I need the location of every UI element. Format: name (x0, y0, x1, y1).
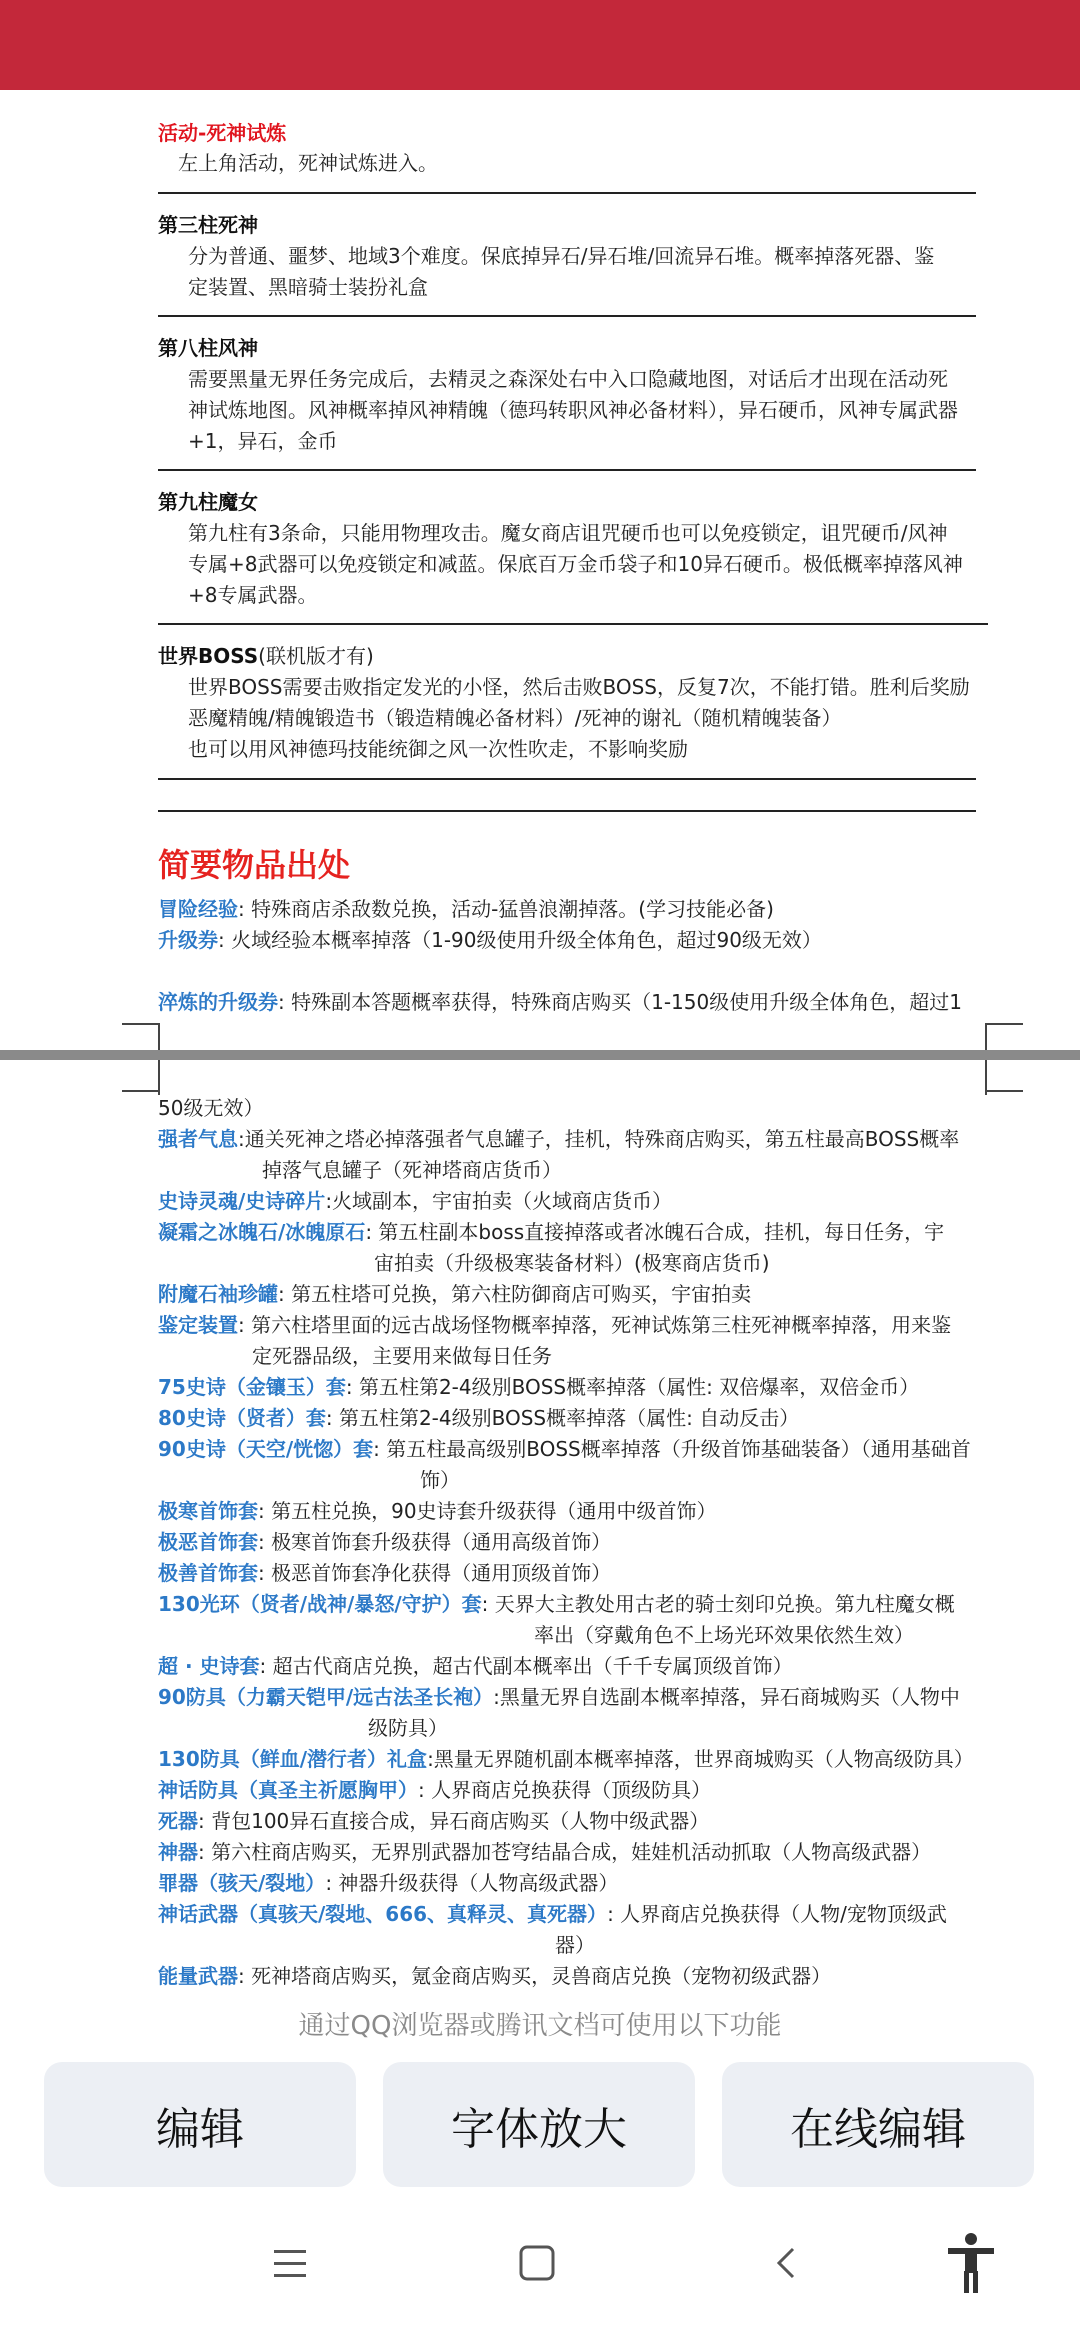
section-heading: 简要物品出处 (158, 846, 351, 884)
item-text: : 神器升级获得（人物高级武器） (325, 1871, 619, 1895)
section-text: 专属+8武器可以免疫锁定和减蓝。保底百万金币袋子和10异石硬币。极低概率掉落风神 (188, 552, 963, 576)
section-title-ninth: 第九柱魔女 (158, 490, 258, 514)
item-label: 80史诗（贤者）套 (158, 1406, 326, 1430)
section-text: 分为普通、噩梦、地域3个难度。保底掉异石/异石堆/回流异石堆。概率掉落死器、鉴 (188, 244, 935, 268)
section-text: 也可以用风神德玛技能统御之风一次性吹走，不影响奖励 (188, 737, 688, 761)
item-line (158, 1961, 831, 1992)
section-title-world-boss (158, 641, 374, 672)
item-line (158, 1372, 919, 1403)
item-text: : 第六柱商店购买，无界別武器加苍穹结晶合成，娃娃机活动抓取（人物高级武器） (198, 1840, 932, 1864)
item-text: : 特殊商店杀敌数兑换，活动-猛兽浪潮掉落。(学习技能必备) (238, 897, 774, 921)
item-label: 130防具（鲜血/潜行者）礼盒 (158, 1747, 428, 1771)
item-text: : 第五柱最高级别BOSS概率掉落（升级首饰基础装备）（通用基础首 (373, 1437, 971, 1461)
item-label: 75史诗（金镶玉）套 (158, 1375, 346, 1399)
item-label: 罪器（骇天/裂地） (158, 1871, 326, 1895)
section-text: 需要黑量无界任务完成后，去精灵之森深处右中入口隐藏地图，对话后才出现在活动死 (188, 367, 948, 391)
item-text-cont: 定死器品级，主要用来做每日任务 (252, 1344, 552, 1368)
section-title-event: 活动-死神试炼 (158, 121, 287, 145)
item-label: 凝霜之冰魄石/冰魄原石 (158, 1220, 366, 1244)
section-text: 第九柱有3条命，只能用物理攻击。魔女商店诅咒硬币也可以免疫锁定，诅咒硬币/风神 (188, 521, 948, 545)
section-text: 世界BOSS需要击败指定发光的小怪，然后击败BOSS，反复7次，不能打错。胜利后奖励 (188, 675, 970, 699)
item-text-cont: 率出（穿戴角色不上场光环效果依然生效） (534, 1623, 914, 1647)
item-label: 神话防具（真圣主祈愿胸甲） (158, 1778, 418, 1802)
item-text-cont: 掉落气息罐子（死神塔商店货币） (262, 1158, 562, 1182)
divider (158, 192, 976, 194)
item-text: : 第五柱副本boss直接掉落或者冰魄石合成，挂机，每日任务，宇 (365, 1220, 945, 1244)
item-label: 强者气息 (158, 1127, 238, 1151)
item-text: : 人界商店兑换获得（顶级防具） (418, 1778, 712, 1802)
document-page-1 (0, 90, 1080, 1055)
section-text: 神试炼地图。风神概率掉风神精魄（德玛转职风神必备材料），异石硬币，风神专属武器 (188, 398, 958, 422)
item-text: :火域副本，宇宙拍卖（火域商店货币） (325, 1189, 673, 1213)
item-label: 极寒首饰套 (158, 1499, 258, 1523)
item-line (158, 1589, 955, 1620)
item-label: 极恶首饰套 (158, 1530, 258, 1554)
item-line (158, 1899, 947, 1930)
item-text: : 第五柱兑换，90史诗套升级获得（通用中级首饰） (258, 1499, 717, 1523)
divider (158, 810, 976, 812)
item-text-cont: 器） (555, 1933, 595, 1957)
item-label: 极善首饰套 (158, 1561, 258, 1585)
item-line (158, 1434, 971, 1465)
feature-hint: 通过QQ浏览器或腾讯文档可使用以下功能 (298, 2011, 782, 2041)
item-label: 升级券 (158, 928, 218, 952)
item-text: : 超古代商店兑换，超古代副本概率出（千千专属顶级首饰） (259, 1654, 793, 1678)
item-line (158, 1744, 974, 1775)
divider (158, 623, 988, 625)
item-label: 史诗灵魂/史诗碎片 (158, 1189, 326, 1213)
item-text: : 背包100异石直接合成，异石商店购买（人物中级武器） (198, 1809, 710, 1833)
item-line (158, 1558, 611, 1589)
item-line (158, 1837, 931, 1868)
home-icon[interactable] (502, 2228, 572, 2298)
item-line (158, 1403, 799, 1434)
item-text-cont: 宙拍卖（升级极寒装备材料）(极寒商店货币) (374, 1251, 770, 1275)
item-text: :通关死神之塔必掉落强者气息罐子，挂机，特殊商店购买，第五柱最高BOSS概率 (238, 1127, 960, 1151)
item-label: 能量武器 (158, 1964, 238, 1988)
item-line (158, 987, 962, 1018)
item-label: 冒险经验 (158, 897, 238, 921)
item-line (158, 1868, 618, 1899)
section-text: +8专属武器。 (188, 583, 318, 607)
edit-button[interactable]: 编辑 (44, 2062, 356, 2187)
item-text: : 死神塔商店购买，氪金商店购买，灵兽商店兑换（宠物初级武器） (238, 1964, 832, 1988)
page-divider (0, 1050, 1080, 1060)
divider (158, 778, 976, 780)
item-line (158, 1806, 709, 1837)
item-line (158, 1651, 793, 1682)
item-line (158, 925, 822, 956)
item-text: : 人界商店兑换获得（人物/宠物顶级武 (607, 1902, 947, 1926)
item-text: : 极恶首饰套净化获得（通用顶级首饰） (258, 1561, 612, 1585)
menu-icon[interactable] (255, 2228, 325, 2298)
section-text: +1，异石，金币 (188, 429, 338, 453)
item-text: : 极寒首饰套升级获得（通用高级首饰） (258, 1530, 612, 1554)
section-title-third: 第三柱死神 (158, 213, 258, 237)
section-title-eighth: 第八柱风神 (158, 336, 258, 360)
item-label: 鉴定装置 (158, 1313, 238, 1337)
item-label: 90史诗（天空/恍惚）套 (158, 1437, 374, 1461)
item-line (158, 1496, 717, 1527)
item-line (158, 1527, 611, 1558)
continued-text: 50级无效） (158, 1096, 264, 1120)
item-line (158, 1310, 951, 1341)
item-text: :黑量无界随机副本概率掉落，世界商城购买（人物高级防具） (427, 1747, 974, 1771)
item-label: 死器 (158, 1809, 198, 1833)
item-text: : 第五柱第2-4级別BOSS概率掉落（属性: 双倍爆率，双倍金币） (345, 1375, 920, 1399)
divider (158, 469, 976, 471)
divider (158, 315, 976, 317)
back-icon[interactable] (752, 2228, 822, 2298)
item-line (158, 1124, 959, 1155)
item-label: 90防具（力霸天铠甲/远古法圣长袍） (158, 1685, 494, 1709)
section-text: 定装置、黑暗骑士装扮礼盒 (188, 275, 428, 299)
item-label: 神话武器（真骇天/裂地、666、真释灵、真死器） (158, 1902, 608, 1926)
online-edit-button[interactable]: 在线编辑 (722, 2062, 1034, 2187)
item-text: : 火域经验本概率掉落（1-90级使用升级全体角色，超过90级无效） (218, 928, 822, 952)
status-bar (0, 0, 1080, 90)
item-text: : 天界大主教处用古老的骑士刻印兑换。第九柱魔女概 (481, 1592, 955, 1616)
item-label: 130光环（贤者/战神/暴怒/守护）套 (158, 1592, 482, 1616)
item-label: 超 · 史诗套 (158, 1654, 260, 1678)
item-label: 淬炼的升级券 (158, 990, 278, 1014)
item-text: : 第六柱塔里面的远古战场怪物概率掉落，死神试炼第三柱死神概率掉落，用来鉴 (238, 1313, 952, 1337)
world-boss-suffix: (联机版才有) (258, 644, 374, 668)
item-text: : 第五柱第2-4级别BOSS概率掉落（属性: 自动反击） (325, 1406, 800, 1430)
font-enlarge-button[interactable]: 字体放大 (383, 2062, 695, 2187)
accessibility-icon[interactable] (936, 2228, 1006, 2298)
item-text: : 第五柱塔可兑换，第六柱防御商店可购买，宇宙拍卖 (278, 1282, 752, 1306)
item-text: : 特殊副本答题概率获得，特殊商店购买（1-150级使用升级全体角色，超过1 (278, 990, 962, 1014)
item-label: 附魔石袖珍罐 (158, 1282, 278, 1306)
section-text: 左上角活动，死神试炼进入。 (178, 151, 438, 175)
item-line (158, 1682, 960, 1713)
item-line (158, 1217, 944, 1248)
item-label: 神器 (158, 1840, 198, 1864)
section-text: 恶魔精魄/精魄锻造书（锻造精魄必备材料）/死神的谢礼（随机精魄装备） (188, 706, 842, 730)
item-line (158, 1186, 672, 1217)
item-text-cont: 级防具） (368, 1716, 448, 1740)
item-text-cont: 饰） (420, 1468, 460, 1492)
item-text: :黑量无界自选副本概率掉落，异石商城购买（人物中 (493, 1685, 960, 1709)
system-nav-bar (0, 2190, 1080, 2340)
item-line (158, 1775, 711, 1806)
item-line (158, 1279, 751, 1310)
item-line (158, 894, 774, 925)
world-boss-title: 世界BOSS (158, 644, 259, 668)
